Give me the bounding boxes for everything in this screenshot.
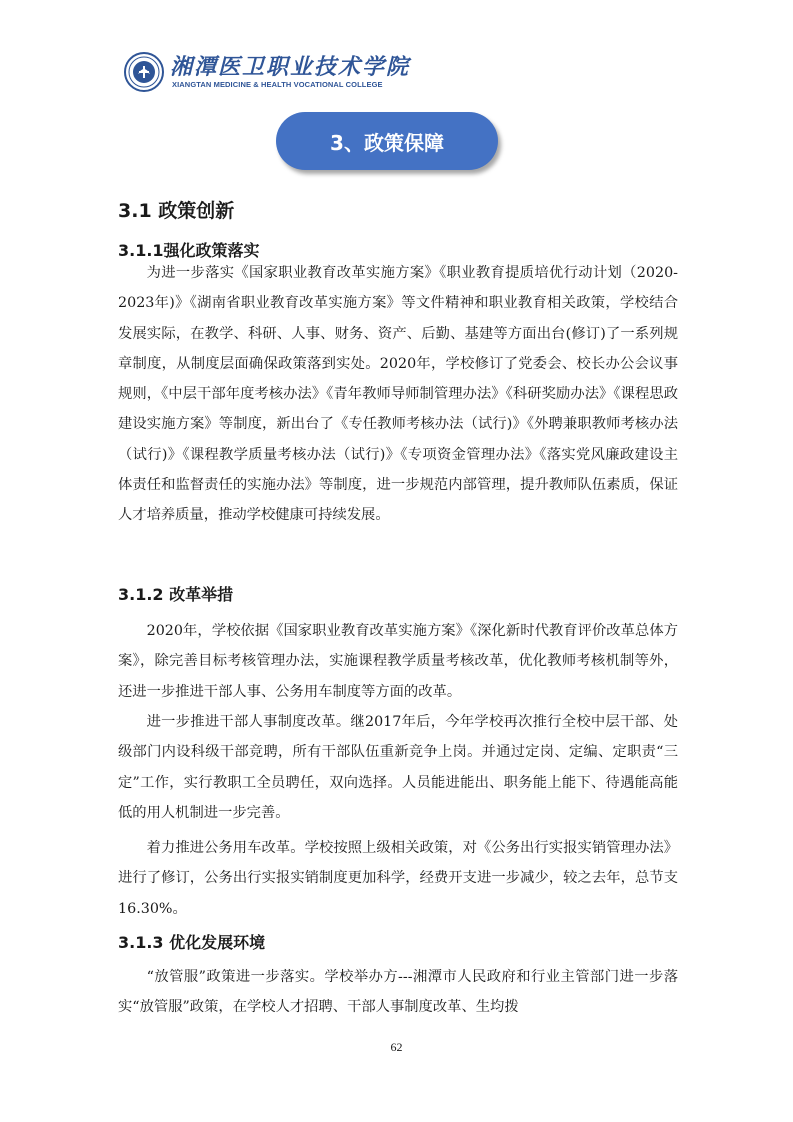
college-logo-header: [124, 50, 411, 96]
subsection-heading-3-1-1: 3.1.1强化政策落实: [118, 241, 260, 260]
college-name-chinese: 湘潭医卫职业技术学院: [170, 54, 411, 80]
paragraph-3-1-2-intro: 2020年，学校依据《国家职业教育改革实施方案》《深化新时代教育评价改革总体方案》，除完善目标考核管理办法，实施课程教学质量考核改革，优化教师考核机制等外，还进一步推进干部人事、公务用车制度等方面的改革。: [118, 623, 678, 700]
chapter-title: 3、政策保障: [330, 130, 444, 155]
paragraph-3-1-2-vehicle-reform: 着力推进公务用车改革。学校按照上级相关政策，对《公务出行实报实销管理办法》进行了修订，公务出行实报实销制度更加科学，经费开支进一步减少，较之去年，总节支16.30%。: [118, 840, 678, 917]
chapter-banner: [276, 112, 498, 170]
section-heading-3-1: 3.1 政策创新: [118, 200, 235, 222]
paragraph-3-1-1-body: 为进一步落实《国家职业教育改革实施方案》《职业教育提质培优行动计划（2020-2023年)》《湖南省职业教育改革实施方案》等文件精神和职业教育相关政策，学校结合发展实际，在教学、科研、人事、财务、资产、后勤、基建等方面出台(修订)了一系列规章制度，从制度层面确保政策落到实处。2020年，学校修订了党委会、校长办公会议事规则，《中层干部年度考核办法》《青年教师导师制管理办法》《科研奖励办法》《课程思政建设实施方案》等制度，新出台了《专任教师考核办法（试行)》《外聘兼职教师考核办法（试行)》《课程教学质量考核办法（试行)》《专项资金管理办法》《落实党风廉政建设主体责任和监督责任的实施办法》等制度，进一步规范内部管理，提升教师队伍素质，保证人才培养质量，推动学校健康可持续发展。: [118, 265, 678, 524]
subsection-heading-3-1-2: 3.1.2 改革举措: [118, 585, 234, 604]
paragraph-3-1-2-personnel-reform: 进一步推进干部人事制度改革。继2017年后，今年学校再次推行全校中层干部、处级部门内设科级干部竞聘，所有干部队伍重新竞争上岗。并通过定岗、定编、定职责“三定”工作，实行教职工全员聘任，双向选择。人员能进能出、职务能上能下、待遇能高能低的用人机制进一步完善。: [118, 714, 678, 821]
page-number: 62: [390, 1040, 403, 1054]
paragraph-3-1-3-body: “放管服”政策进一步落实。学校举办方---湘潭市人民政府和行业主管部门进一步落实“放管服”政策，在学校人才招聘、干部人事制度改革、生均拨: [118, 969, 678, 1016]
subsection-heading-3-1-3: 3.1.3 优化发展环境: [118, 933, 266, 952]
college-seal-icon: [124, 52, 164, 92]
college-name-english: XIANGTAN MEDICINE & HEALTH VOCATIONAL COLLEGE: [172, 80, 383, 89]
